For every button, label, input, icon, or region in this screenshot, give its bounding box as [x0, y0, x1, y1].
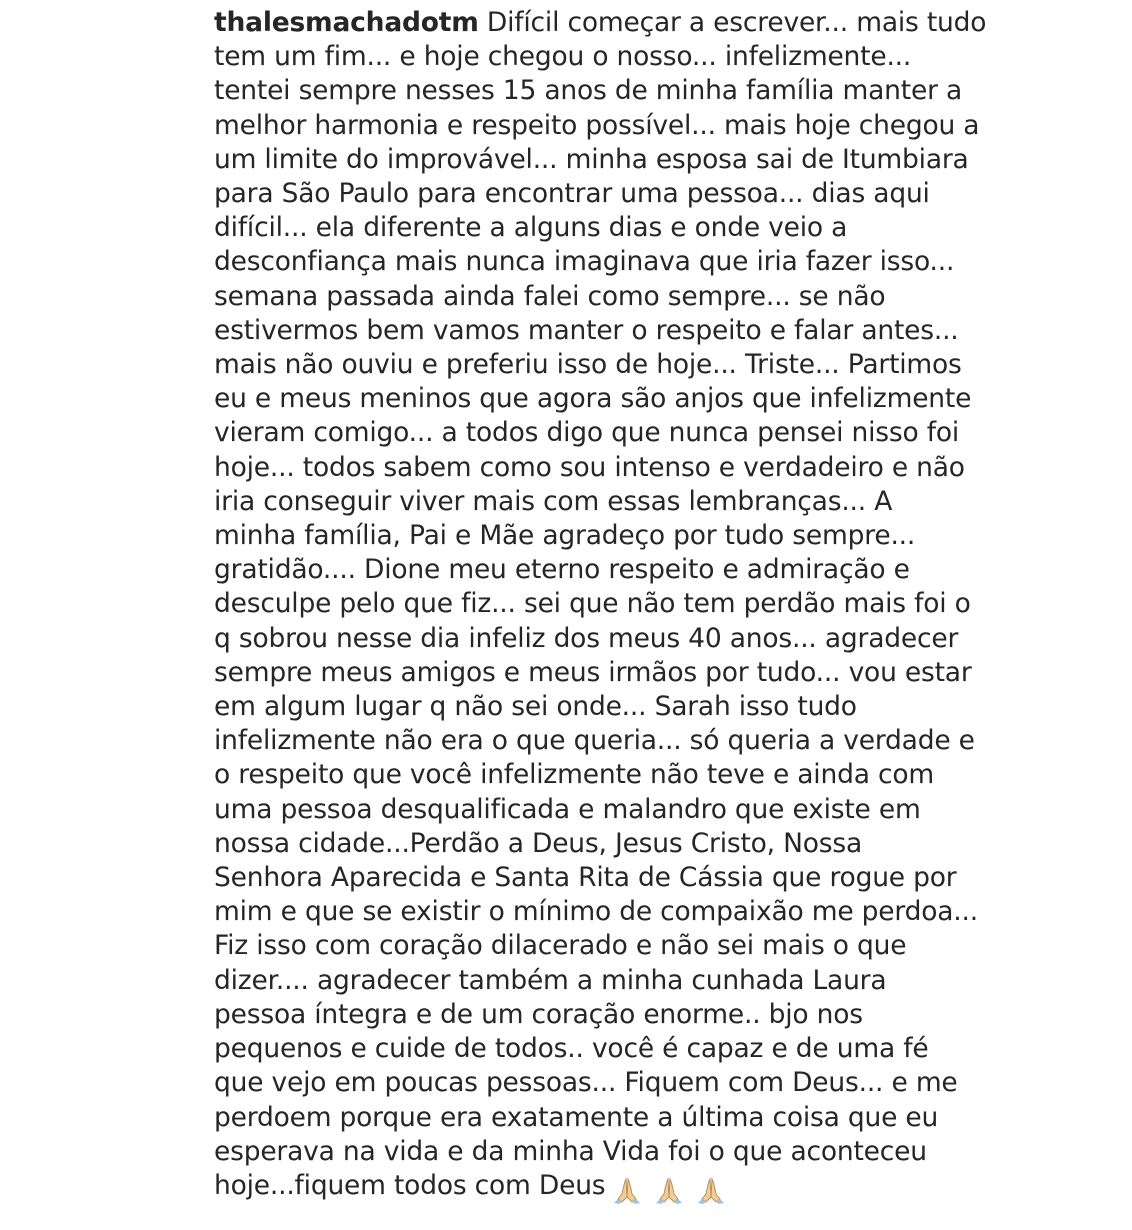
- comment-line: mim e que se existir o mínimo de compaixão me perdoa...: [214, 896, 978, 928]
- comment-line: que vejo em poucas pessoas... Fiquem com Deus... e me: [214, 1067, 958, 1099]
- comment-line: esperava na vida e da minha Vida foi o que aconteceu: [214, 1135, 927, 1167]
- comment-line: infelizmente não era o que queria... só queria a verdade e: [214, 725, 975, 757]
- comment-line: desculpe pelo que fiz... sei que não tem perdão mais foi o: [214, 588, 971, 620]
- comment-body: [214, 40, 1074, 1169]
- comment-line: tem um fim... e hoje chegou o nosso... infelizmente...: [214, 41, 912, 73]
- comment-line: o respeito que você infelizmente não teve e ainda com: [214, 759, 934, 791]
- comment-line: dizer.... agradecer também a minha cunhada Laura: [214, 964, 887, 996]
- comment-first-line: [214, 6, 1074, 40]
- comment-line: difícil... ela diferente a alguns dias e onde veio a: [214, 212, 848, 244]
- comment-line: vieram comigo... a todos digo que nunca pensei nisso foi: [214, 417, 960, 449]
- comment-line: sempre meus amigos e meus irmãos por tudo... vou estar: [214, 656, 972, 688]
- folded-hands-icon: [693, 1175, 729, 1205]
- comment: [214, 6, 1074, 1207]
- comment-line: desconfiança mais nunca imaginava que iria fazer isso...: [214, 246, 955, 278]
- comment-line: uma pessoa desqualificada e malandro que existe em: [214, 793, 921, 825]
- folded-hands-icon: [609, 1175, 645, 1205]
- comment-line: Fiz isso com coração dilacerado e não sei mais o que: [214, 930, 907, 962]
- comment-line: melhor harmonia e respeito possível... mais hoje chegou a: [214, 109, 980, 141]
- comment-line: gratidão.... Dione meu eterno respeito e admiração e: [214, 554, 910, 586]
- comment-text: hoje...fiquem todos com Deus: [214, 1169, 606, 1201]
- folded-hands-icon: [651, 1175, 687, 1205]
- comment-line: um limite do improvável... minha esposa sai de Itumbiara: [214, 143, 969, 175]
- emoji-group: [609, 1173, 735, 1207]
- comment-line: mais não ouviu e preferiu isso de hoje... Triste... Partimos: [214, 349, 962, 381]
- comment-line: eu e meus meninos que agora são anjos que infelizmente: [214, 383, 972, 415]
- comment-line: tentei sempre nesses 15 anos de minha família manter a: [214, 75, 963, 107]
- comment-line: hoje... todos sabem como sou intenso e verdadeiro e não: [214, 451, 965, 483]
- comment-line: semana passada ainda falei como sempre... se não: [214, 280, 886, 312]
- comment-line: q sobrou nesse dia infeliz dos meus 40 anos... agradecer: [214, 622, 959, 654]
- comment-line: perdoem porque era exatamente a última coisa que eu: [214, 1101, 939, 1133]
- comment-line: para São Paulo para encontrar uma pessoa... dias aqui: [214, 178, 930, 210]
- comment-line: pequenos e cuide de todos.. você é capaz e de uma fé: [214, 1033, 929, 1065]
- comment-line: Senhora Aparecida e Santa Rita de Cássia que rogue por: [214, 862, 957, 894]
- comment-line: em algum lugar q não sei onde... Sarah isso tudo: [214, 691, 857, 723]
- comment-line: minha família, Pai e Mãe agradeço por tudo sempre...: [214, 520, 916, 552]
- comment-line: iria conseguir viver mais com essas lembranças... A: [214, 485, 893, 517]
- comment-line: nossa cidade...Perdão a Deus, Jesus Cristo, Nossa: [214, 827, 863, 859]
- comment-line: estivermos bem vamos manter o respeito e falar antes...: [214, 314, 959, 346]
- username-link[interactable]: thalesmachadotm: [214, 7, 479, 38]
- comment-last-line: [214, 1169, 1074, 1207]
- comment-text: Difícil começar a escrever... mais tudo: [486, 7, 987, 38]
- comment-line: pessoa íntegra e de um coração enorme.. bjo nos: [214, 998, 863, 1030]
